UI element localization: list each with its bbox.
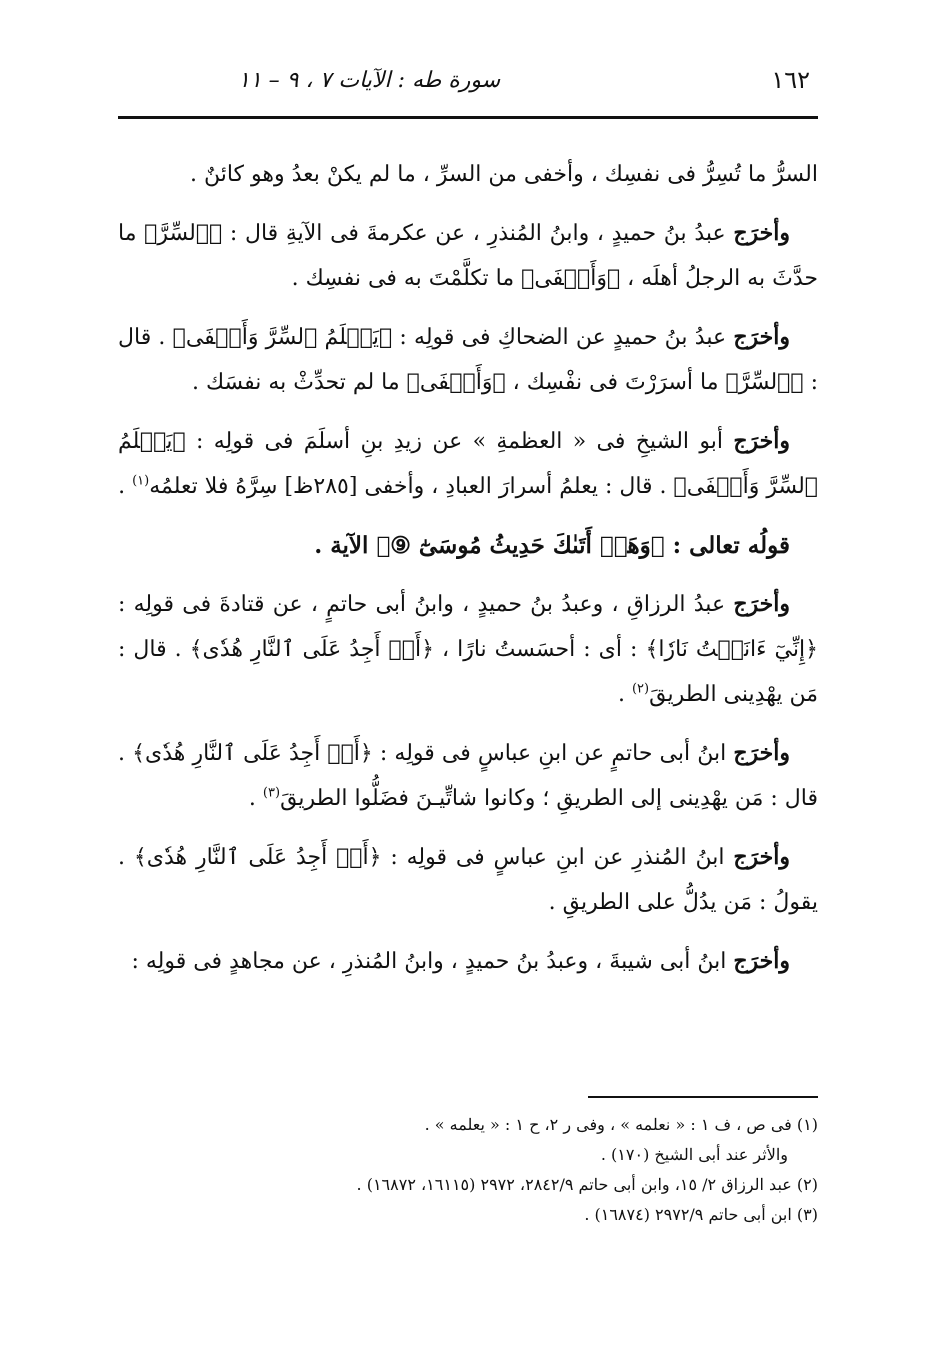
paragraph-lead: وأخرَج xyxy=(733,740,790,766)
paragraph xyxy=(118,419,818,509)
paragraph-text: عبدُ الرزاقِ ، وعبدُ بنُ حميدٍ ، وابنُ أبى حاتمٍ ، عن قتادةَ فى قولِه : ﴿إِنِّيٓ ءَانَسۡتُ نَارٗا﴾ : أى : أحسَستُ نارًا ، ﴿أَوۡ أَجِدُ عَلَى ٱلنَّارِ هُدٗى﴾ . قال : مَن يهْدِينى الطريقَ xyxy=(118,592,818,707)
paragraph-lead: وأخرَج xyxy=(733,844,790,870)
verse-heading xyxy=(118,523,818,568)
paragraph-text: عبدُ بنُ حميدٍ ، وابنُ المُنذرِ ، عن عكرمةَ فى الآيةِ قال : ﴿ٱلسِّرَّ﴾ ما حدَّثَ به الرجلُ أهلَه ، ﴿وَأَخۡفَى﴾ ما تكلَّمْتَ به فى نفسِك . xyxy=(118,221,818,291)
paragraph-lead: وأخرَج xyxy=(733,948,790,974)
paragraph-end: . xyxy=(248,786,263,811)
paragraph-lead: وأخرَج xyxy=(733,591,790,617)
paragraph-lead: وأخرَج xyxy=(733,324,790,350)
footnote: (١) فى ص ، ف ١ : « نعلمه » ، وفى ر ٢، ح ١ : « يعلمه » . xyxy=(424,1115,818,1134)
paragraph xyxy=(118,582,818,717)
body-text xyxy=(118,152,818,998)
paragraph xyxy=(118,835,818,925)
paragraph xyxy=(118,152,818,197)
paragraph-text: أبو الشيخِ فى « العظمةِ » عن زيدِ بنِ أسلَمَ فى قولِه : ﴿يَعۡلَمُ ٱلسِّرَّ وَأَخۡفَى﴾ . قال : يعلمُ أسرارَ العبادِ ، وأخفى [٢٨٥ظ] سِرَّهُ فلا تعلمُه xyxy=(118,429,818,499)
footnote: (٢) عبد الرزاق ٢/ ١٥، وابن أبى حاتم ٢٨٤٢/٩، ٢٩٧٢ (١٦١١٥، ١٦٨٧٢) . xyxy=(356,1175,818,1194)
book-page xyxy=(118,58,818,1298)
footnote-marker: (٢) xyxy=(631,681,650,697)
paragraph-text: ابنُ أبى شيبةَ ، وعبدُ بنُ حميدٍ ، وابنُ المُنذرِ ، عن مجاهدٍ فى قولِه : xyxy=(131,949,734,974)
paragraph xyxy=(118,939,818,984)
paragraph-lead: وأخرَج xyxy=(733,220,790,246)
page-number: ١٦٢ xyxy=(771,66,810,94)
paragraph xyxy=(118,211,818,301)
heading-text: ﴿وَهَلۡ أَتَىٰكَ حَدِيثُ مُوسَىٰٓ ⑨﴾ الآية . xyxy=(314,532,673,559)
paragraph xyxy=(118,315,818,405)
footnote-marker: (٣) xyxy=(262,785,281,801)
paragraph-text: ابنُ أبى حاتمٍ عن ابنِ عباسٍ فى قولِه : ﴿أَوۡ أَجِدُ عَلَى ٱلنَّارِ هُدٗى﴾ . قال : مَن يهْدِينى إلى الطريقِ ؛ وكانوا شاتِّيـنَ فضَلُّوا الطريقَ xyxy=(118,741,818,811)
heading-lead: قولُه تعالى : xyxy=(672,532,790,559)
header-rule xyxy=(118,116,818,119)
footnote: (٣) ابن أبى حاتم ٢٩٧٢/٩ (١٦٨٧٤) . xyxy=(584,1205,818,1224)
paragraph-end: . xyxy=(118,474,133,499)
paragraph xyxy=(118,731,818,821)
page-header xyxy=(118,58,818,102)
paragraph-lead: وأخرَج xyxy=(733,428,790,454)
paragraph-text: ابنُ المُنذرِ عن ابنِ عباسٍ فى قولِه : ﴿أَوۡ أَجِدُ عَلَى ٱلنَّارِ هُدٗى﴾ . يقولُ : مَن يدُلُّ على الطريقِ . xyxy=(118,845,818,915)
paragraph-text: عبدُ بنُ حميدٍ عن الضحاكِ فى قولِه : ﴿يَعۡلَمُ ٱلسِّرَّ وَأَخۡفَى﴾ . قال : ﴿ٱلسِّرَّ﴾ ما أسرَرْتَ فى نفْسِك ، ﴿وَأَخۡفَى﴾ ما لم تحدِّثْ به نفسَك . xyxy=(118,325,818,395)
footnote-separator xyxy=(588,1096,818,1098)
running-title: سورة طه : الآيات ٧ ، ٩ – ١١ xyxy=(238,67,501,93)
footnotes xyxy=(118,1110,818,1230)
footnote-marker: (١) xyxy=(132,473,150,489)
paragraph-end: . xyxy=(617,682,632,707)
footnote: والأثر عند أبى الشيخ (١٧٠) . xyxy=(600,1145,788,1164)
paragraph-text: السرُّ ما تُسِرُّ فى نفسِك ، وأخفى من السرِّ ، ما لم يكنْ بعدُ وهو كائنٌ . xyxy=(190,162,818,187)
